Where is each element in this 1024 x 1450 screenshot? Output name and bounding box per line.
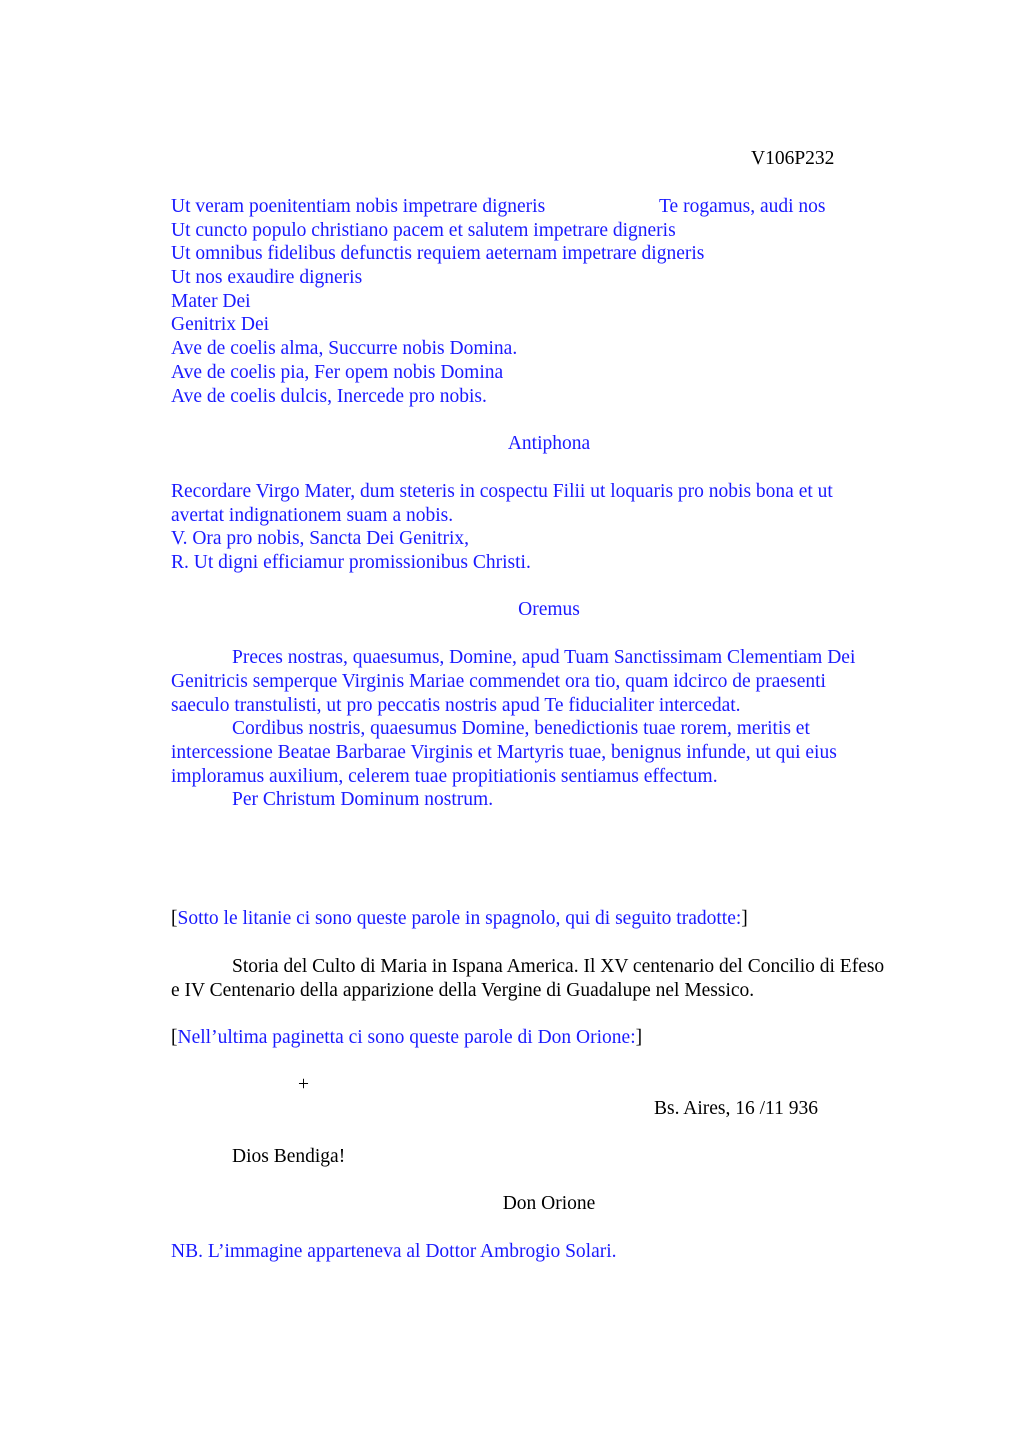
litany-line: Ut omnibus fidelibus defunctis requiem aeternam impetrare digneris <box>171 243 705 264</box>
storia-line: e IV Centenario della apparizione della Vergine di Guadalupe nel Messico. <box>171 980 755 1001</box>
oremus-closing: Per Christum Dominum nostrum. <box>232 789 494 810</box>
note-text: Nell’ultima paginetta ci sono queste parole di Don Orione: <box>177 1027 636 1048</box>
litany-line: Ave de coelis pia, Fer opem nobis Domina <box>171 362 504 383</box>
place-date: Bs. Aires, 16 /11 936 <box>654 1098 818 1119</box>
note-open-bracket: [ <box>171 908 178 929</box>
nb-note: NB. L’immagine apparteneva al Dottor Ambrogio Solari. <box>171 1241 617 1262</box>
antiphona-line: avertat indignationem suam a nobis. <box>171 505 454 526</box>
litany-line: Ut veram poenitentiam nobis impetrare digneris <box>171 196 546 217</box>
litany-line: Genitrix Dei <box>171 314 270 335</box>
antiphona-heading: Antiphona <box>507 433 591 454</box>
note-open-bracket: [ <box>171 1027 178 1048</box>
litany-line: Mater Dei <box>171 291 251 312</box>
oremus-prayer-line: intercessione Beatae Barbarae Virginis et Martyris tuae, benignus infunde, ut qui eius <box>171 742 837 763</box>
editorial-note <box>171 1026 642 1050</box>
oremus-prayer-line: Cordibus nostris, quaesumus Domine, benedictionis tuae rorem, meritis et <box>232 718 810 739</box>
antiphona-line: R. Ut digni efficiamur promissionibus Christi. <box>171 552 531 573</box>
oremus-heading: Oremus <box>518 599 580 620</box>
litany-line: Ave de coelis dulcis, Inercede pro nobis. <box>171 386 487 407</box>
antiphona-line: V. Ora pro nobis, Sancta Dei Genitrix, <box>171 528 470 549</box>
storia-line: Storia del Culto di Maria in Ispana America. Il XV centenario del Concilio di Efeso <box>232 956 885 977</box>
antiphona-line: Recordare Virgo Mater, dum steteris in cospectu Filii ut loquaris pro nobis bona et ut <box>171 481 833 502</box>
cross-mark: + <box>298 1074 309 1095</box>
oremus-prayer-line: Preces nostras, quaesumus, Domine, apud Tuam Sanctissimam Clementiam Dei <box>232 647 856 668</box>
litany-line: Ut cuncto populo christiano pacem et salutem impetrare digneris <box>171 220 676 241</box>
litany-response: Te rogamus, audi nos <box>659 196 826 217</box>
note-close-bracket: ] <box>741 908 748 929</box>
signature: Don Orione <box>502 1193 596 1214</box>
page-reference: V106P232 <box>751 148 835 169</box>
editorial-note <box>171 907 748 931</box>
oremus-prayer-line: Genitricis semperque Virginis Mariae commendet ora tio, quam idcirco de praesenti <box>171 671 826 692</box>
litany-line: Ave de coelis alma, Succurre nobis Domina. <box>171 338 518 359</box>
litany-line: Ut nos exaudire digneris <box>171 267 363 288</box>
oremus-prayer-line: imploramus auxilium, celerem tuae propitiationis sentiamus effectum. <box>171 766 718 787</box>
note-text: Sotto le litanie ci sono queste parole in spagnolo, qui di seguito tradotte: <box>177 908 742 929</box>
note-close-bracket: ] <box>635 1027 643 1048</box>
oremus-prayer-line: saeculo transtulisti, ut pro peccatis nostris apud Te fiducialiter intercedat. <box>171 695 741 716</box>
greeting: Dios Bendiga! <box>232 1146 346 1167</box>
